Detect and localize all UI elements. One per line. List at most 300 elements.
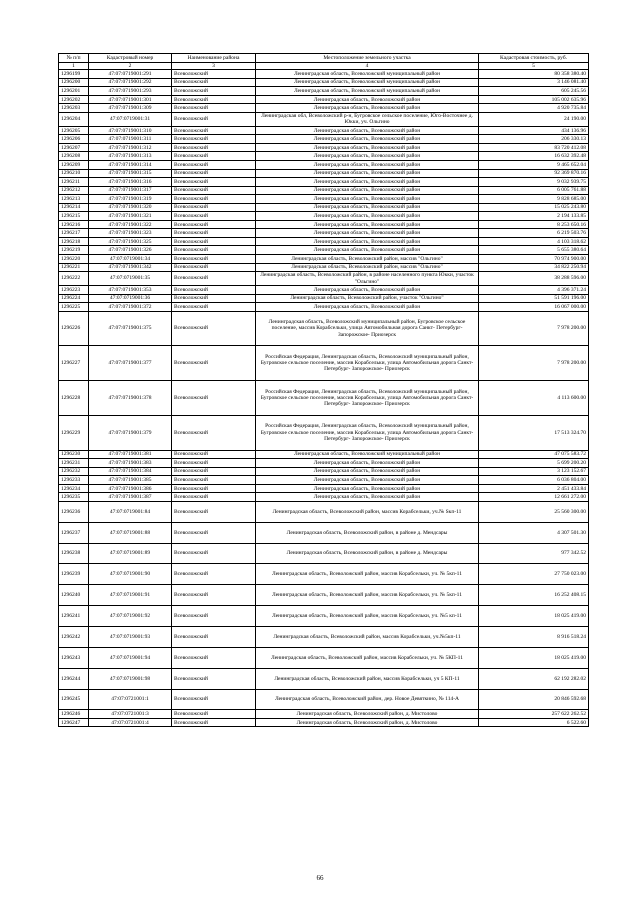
cadastral-number: 47:07:0719001:322 (89, 220, 172, 229)
document-page (58, 53, 588, 727)
land-location: Ленинградская область, Всеволожский район (256, 195, 479, 204)
cadastral-value: 6 005 761.88 (479, 186, 589, 195)
land-location: Ленинградская область, Всеволожский район (256, 493, 479, 502)
table-row (59, 203, 589, 212)
table-row (59, 381, 589, 416)
cadastral-number: 47:07:0719001:381 (89, 450, 172, 459)
cadastral-value: 17 513 324.70 (479, 415, 589, 450)
table-row (59, 501, 589, 522)
cadastral-number: 47:07:0719001:301 (89, 95, 172, 104)
cadastral-number: 47:07:0719001:292 (89, 78, 172, 87)
land-location: Ленинградская область, Всеволожский район (256, 229, 479, 238)
land-location: Ленинградская область, Всеволожский район, массив "Ольгино" (256, 263, 479, 272)
table-row (59, 689, 589, 710)
cadastral-value: 7 978 200.00 (479, 311, 589, 346)
row-number: 1296211 (59, 178, 89, 187)
table-row (59, 78, 589, 87)
cadastral-value: 434 136.96 (479, 126, 589, 135)
table-row (59, 263, 589, 272)
cadastral-number: 47:07:0719001:384 (89, 467, 172, 476)
district-name: Всеволожский (172, 255, 256, 264)
table-row (59, 606, 589, 627)
row-number: 1296235 (59, 493, 89, 502)
row-number: 1296209 (59, 161, 89, 170)
land-location: Ленинградская область, Всеволожский район, в районе д. Мендсары (256, 543, 479, 564)
cadastral-number: 47:07:0719001:36 (89, 294, 172, 303)
cadastral-number: 47:07:0719001:317 (89, 186, 172, 195)
cadastral-number: 47:07:0719001:372 (89, 303, 172, 312)
district-name: Всеволожский (172, 169, 256, 178)
land-location: Ленинградская область, Всеволожский район, д. Мистолово (256, 718, 479, 727)
cadastral-number: 47:07:0719001:313 (89, 152, 172, 161)
table-row (59, 476, 589, 485)
district-name: Всеволожский (172, 70, 256, 79)
land-location: Ленинградская область, Всеволожский район (256, 152, 479, 161)
header-cadastral-number: Кадастровый номер (89, 54, 172, 63)
table-row (59, 522, 589, 543)
district-name: Всеволожский (172, 294, 256, 303)
row-number: 1296212 (59, 186, 89, 195)
cadastral-number: 47:07:0719001:93 (89, 627, 172, 648)
cadastral-value: 5 655 380.64 (479, 246, 589, 255)
cadastral-number: 47:07:0719001:342 (89, 263, 172, 272)
land-location: Ленинградская область, Всеволожский район (256, 220, 479, 229)
cadastral-number: 47:07:0719001:320 (89, 203, 172, 212)
district-name: Всеволожский (172, 585, 256, 606)
table-row (59, 195, 589, 204)
cadastral-value: 105 002 635.96 (479, 95, 589, 104)
table-row (59, 87, 589, 96)
cadastral-value: 12 661 272.00 (479, 493, 589, 502)
cadastral-value: 18 025 419.00 (479, 606, 589, 627)
row-number: 1296215 (59, 212, 89, 221)
cadastral-number: 47:07:0719001:84 (89, 501, 172, 522)
cadastral-value: 18 025 419.00 (479, 647, 589, 668)
row-number: 1296247 (59, 718, 89, 727)
district-name: Всеволожский (172, 668, 256, 689)
row-number: 1296227 (59, 346, 89, 381)
table-row (59, 272, 589, 286)
cadastral-number: 47:07:0719001:291 (89, 70, 172, 79)
cadastral-number: 47:07:0719001:88 (89, 522, 172, 543)
table-row (59, 585, 589, 606)
district-name: Всеволожский (172, 450, 256, 459)
cadastral-value: 2 194 133.85 (479, 212, 589, 221)
row-number: 1296229 (59, 415, 89, 450)
cadastral-number: 47:07:0721001:1 (89, 689, 172, 710)
land-location: Ленинградская область, Всеволожский район (256, 237, 479, 246)
land-location: Ленинградская область, Всеволожский муниципальный район (256, 78, 479, 87)
district-name: Всеволожский (172, 152, 256, 161)
cadastral-value: 34 822 250.94 (479, 263, 589, 272)
land-location: Ленинградская область, Всеволожский район, дер. Новое Девяткино, № 114-А (256, 689, 479, 710)
row-number: 1296218 (59, 237, 89, 246)
column-number: 2 (89, 63, 172, 70)
district-name: Всеволожский (172, 126, 256, 135)
land-location: Ленинградская область, Всеволожский район, в районе д. Мендсары (256, 522, 479, 543)
cadastral-number: 47:07:0719001:375 (89, 311, 172, 346)
row-number: 1296234 (59, 484, 89, 493)
cadastral-number: 47:07:0719001:321 (89, 212, 172, 221)
row-number: 1296231 (59, 459, 89, 468)
cadastral-number: 47:07:0719001:92 (89, 606, 172, 627)
row-number: 1296220 (59, 255, 89, 264)
land-location: Российская Федерация, Ленинградская область, Всеволожский муниципальный район, Бугровское сельское поселение, массив Корабсельки, улица Автомобильная дорога Санкт- Петербург- Запорожское- Приозерск (256, 346, 479, 381)
row-number: 1296238 (59, 543, 89, 564)
cadastral-value: 83 720 412.08 (479, 143, 589, 152)
row-number: 1296199 (59, 70, 89, 79)
district-name: Всеволожский (172, 303, 256, 312)
land-location: Ленинградская область, Всеволожский муниципальный район, Бугровское сельское поселение, массив Корабсельки, улица Автомобильная дорога Санкт- Петербург- Запорожское- Приозерск (256, 311, 479, 346)
cadastral-value: 80 358 380.40 (479, 70, 589, 79)
land-location: Ленинградская область, Всеволожский район, массив "Ольгино" (256, 255, 479, 264)
cadastral-number: 47:07:0719001:90 (89, 564, 172, 585)
district-name: Всеволожский (172, 501, 256, 522)
cadastral-value: 16 067 000.00 (479, 303, 589, 312)
table-header-row (59, 54, 589, 63)
district-name: Всеволожский (172, 459, 256, 468)
cadastral-number: 47:07:0719001:323 (89, 229, 172, 238)
table-row (59, 112, 589, 126)
cadastral-number: 47:07:0719001:377 (89, 346, 172, 381)
row-number: 1296232 (59, 467, 89, 476)
land-location: Ленинградская обл, Всеволожский р-н, Бугровское сельское поселение, Юго-Восточнее д. Юкки, уч. Ольгино (256, 112, 479, 126)
district-name: Всеволожский (172, 647, 256, 668)
cadastral-number: 47:07:0719001:94 (89, 647, 172, 668)
land-location: Ленинградская область, Всеволожский район (256, 95, 479, 104)
land-location: Ленинградская область, Всеволожский район, массив Корабсельки, уч. № 5кп-11 (256, 564, 479, 585)
district-name: Всеволожский (172, 237, 256, 246)
district-name: Всеволожский (172, 476, 256, 485)
table-row (59, 718, 589, 727)
cadastral-value: 25 560 300.00 (479, 501, 589, 522)
cadastral-value: 92 369 870.16 (479, 169, 589, 178)
district-name: Всеволожский (172, 229, 256, 238)
land-location: Ленинградская область, Всеволожский район, массив Корабсельки, уч. № 5КП-11 (256, 647, 479, 668)
row-number: 1296200 (59, 78, 89, 87)
header-cadastral-value: Кадастровая стоимость, руб. (479, 54, 589, 63)
cadastral-value: 206 330.13 (479, 135, 589, 144)
table-row (59, 161, 589, 170)
district-name: Всеволожский (172, 78, 256, 87)
land-location: Ленинградская область, Всеволожский район (256, 467, 479, 476)
district-name: Всеволожский (172, 564, 256, 585)
row-number: 1296203 (59, 104, 89, 113)
cadastral-value: 6 219 503.76 (479, 229, 589, 238)
table-row (59, 668, 589, 689)
row-number: 1296236 (59, 501, 89, 522)
table-row (59, 143, 589, 152)
table-row (59, 710, 589, 719)
land-location: Ленинградская область, Всеволожский район (256, 143, 479, 152)
cadastral-value: 9 032 939.75 (479, 178, 589, 187)
table-row (59, 286, 589, 295)
cadastral-number: 47:07:0719001:325 (89, 237, 172, 246)
district-name: Всеволожский (172, 212, 256, 221)
cadastral-value: 3 146 081.40 (479, 78, 589, 87)
cadastral-value: 9 465 652.04 (479, 161, 589, 170)
land-location: Ленинградская область, Всеволожский район (256, 126, 479, 135)
row-number: 1296225 (59, 303, 89, 312)
row-number: 1296233 (59, 476, 89, 485)
land-location: Ленинградская область, Всеволожский район (256, 169, 479, 178)
row-number: 1296208 (59, 152, 89, 161)
cadastral-value: 605 245.56 (479, 87, 589, 96)
row-number: 1296246 (59, 710, 89, 719)
table-row (59, 135, 589, 144)
page-number: 66 (316, 874, 324, 882)
row-number: 1296245 (59, 689, 89, 710)
cadastral-number: 47:07:0719001:89 (89, 543, 172, 564)
cadastral-number: 47:07:0719001:319 (89, 195, 172, 204)
table-row (59, 564, 589, 585)
row-number: 1296205 (59, 126, 89, 135)
district-name: Всеволожский (172, 710, 256, 719)
table-row (59, 647, 589, 668)
cadastral-value: 3 123 152.67 (479, 467, 589, 476)
cadastral-value: 257 622 262.52 (479, 710, 589, 719)
row-number: 1296214 (59, 203, 89, 212)
table-row (59, 220, 589, 229)
table-row (59, 95, 589, 104)
table-row (59, 346, 589, 381)
table-row (59, 627, 589, 648)
cadastral-value: 4 113 600.00 (479, 381, 589, 416)
cadastral-number: 47:07:0719001:385 (89, 476, 172, 485)
cadastral-number: 47:07:0719001:312 (89, 143, 172, 152)
table-row (59, 104, 589, 113)
cadastral-value: 27 750 023.00 (479, 564, 589, 585)
district-name: Всеволожский (172, 415, 256, 450)
district-name: Всеволожский (172, 311, 256, 346)
table-row (59, 415, 589, 450)
cadastral-number: 47:07:0719001:311 (89, 135, 172, 144)
row-number: 1296230 (59, 450, 89, 459)
land-location: Ленинградская область, Всеволожский район, д. Мистолово (256, 710, 479, 719)
cadastral-value: 38 288 596.00 (479, 272, 589, 286)
table-row (59, 303, 589, 312)
header-district: Наименование района (172, 54, 256, 63)
table-row (59, 169, 589, 178)
land-location: Ленинградская область, Всеволожский район (256, 286, 479, 295)
land-location: Ленинградская область, Всеволожский район (256, 459, 479, 468)
land-location: Ленинградская область, Всеволожский муниципальный район (256, 87, 479, 96)
district-name: Всеволожский (172, 203, 256, 212)
district-name: Всеволожский (172, 627, 256, 648)
cadastral-number: 47:07:0719001:383 (89, 459, 172, 468)
cadastral-number: 47:07:0721001:4 (89, 718, 172, 727)
cadastral-value: 2 451 433.84 (479, 484, 589, 493)
row-number: 1296243 (59, 647, 89, 668)
cadastral-value: 16 252 408.15 (479, 585, 589, 606)
table-row (59, 450, 589, 459)
row-number: 1296217 (59, 229, 89, 238)
row-number: 1296221 (59, 263, 89, 272)
cadastral-number: 47:07:0719001:378 (89, 381, 172, 416)
cadastral-value: 51 591 196.00 (479, 294, 589, 303)
cadastral-value: 4 307 501.30 (479, 522, 589, 543)
table-row (59, 126, 589, 135)
column-number: 5 (479, 63, 589, 70)
land-location: Ленинградская область, Всеволожский район, массив Корабсельки, уч.№ Sкп-11 (256, 501, 479, 522)
land-location: Ленинградская область, Всеволожский район, массив Корабсельки, уч 5 КП-11 (256, 668, 479, 689)
district-name: Всеволожский (172, 286, 256, 295)
cadastral-number: 47:07:0719001:91 (89, 585, 172, 606)
cadastral-value: 5 699 200.20 (479, 459, 589, 468)
row-number: 1296242 (59, 627, 89, 648)
cadastral-number: 47:07:0719001:386 (89, 484, 172, 493)
land-location: Российская Федерация, Ленинградская область, Всеволожский муниципальный район, Бугровское сельское поселение, массив Корабсельки, улица Автомобильная дорога Санкт- Петербург- Запорожское- Приозерск (256, 415, 479, 450)
row-number: 1296228 (59, 381, 89, 416)
cadastral-number: 47:07:0719001:379 (89, 415, 172, 450)
district-name: Всеволожский (172, 522, 256, 543)
row-number: 1296226 (59, 311, 89, 346)
row-number: 1296206 (59, 135, 89, 144)
land-location: Ленинградская область, Всеволожский район (256, 186, 479, 195)
cadastral-value: 4 103 318.62 (479, 237, 589, 246)
row-number: 1296244 (59, 668, 89, 689)
land-location: Ленинградская область, Всеволожский район (256, 484, 479, 493)
cadastral-value: 4 396 371.24 (479, 286, 589, 295)
column-number: 1 (59, 63, 89, 70)
cadastral-value: 20 846 592.68 (479, 689, 589, 710)
land-location: Ленинградская область, Всеволожский район (256, 104, 479, 113)
land-location: Ленинградская область, Всеволожский район (256, 303, 479, 312)
row-number: 1296222 (59, 272, 89, 286)
land-location: Ленинградская область, Всеволожский район, массив Корабсельки, уч. № 5кп-11 (256, 585, 479, 606)
district-name: Всеволожский (172, 178, 256, 187)
land-location: Ленинградская область, Всеволожский район (256, 135, 479, 144)
cadastral-value: 8 253 650.16 (479, 220, 589, 229)
table-row (59, 246, 589, 255)
land-location: Российская Федерация, Ленинградская область, Всеволожский муниципальный район, Бугровское сельское поселение, массив Корабсельки, улица Автомобильная дорога Санкт- Петербург- Запорожское- Приозерск (256, 381, 479, 416)
row-number: 1296224 (59, 294, 89, 303)
cadastral-number: 47:07:0721001:3 (89, 710, 172, 719)
district-name: Всеволожский (172, 161, 256, 170)
table-body (59, 70, 589, 727)
table-row (59, 178, 589, 187)
land-location: Ленинградская область, Всеволожский район, в районе населенного пункта Юкки, участок "Ольгино" (256, 272, 479, 286)
column-number: 3 (172, 63, 256, 70)
cadastral-number: 47:07:0719001:310 (89, 126, 172, 135)
district-name: Всеволожский (172, 493, 256, 502)
cadastral-number: 47:07:0719001:316 (89, 178, 172, 187)
district-name: Всеволожский (172, 263, 256, 272)
table-row (59, 459, 589, 468)
row-number: 1296241 (59, 606, 89, 627)
row-number: 1296216 (59, 220, 89, 229)
land-location: Ленинградская область, Всеволожский район, участок "Ольгино" (256, 294, 479, 303)
cadastral-value-table (58, 53, 589, 727)
row-number: 1296201 (59, 87, 89, 96)
district-name: Всеволожский (172, 689, 256, 710)
land-location: Ленинградская область, Всеволожский район, массив Корабсельки, уч. №5 кп-11 (256, 606, 479, 627)
table-row (59, 186, 589, 195)
cadastral-value: 6 522.60 (479, 718, 589, 727)
cadastral-number: 47:07:0719001:309 (89, 104, 172, 113)
district-name: Всеволожский (172, 112, 256, 126)
district-name: Всеволожский (172, 195, 256, 204)
row-number: 1296239 (59, 564, 89, 585)
land-location: Ленинградская область, Всеволожский район, массив Корабсельки, уч.№5кп-11 (256, 627, 479, 648)
table-row (59, 70, 589, 79)
header-location: Местоположение земельного участка (256, 54, 479, 63)
cadastral-number: 47:07:0719001:31 (89, 112, 172, 126)
row-number: 1296219 (59, 246, 89, 255)
land-location: Ленинградская область, Всеволожский муниципальный район (256, 70, 479, 79)
cadastral-number: 47:07:0719001:387 (89, 493, 172, 502)
cadastral-value: 47 075 583.72 (479, 450, 589, 459)
district-name: Всеволожский (172, 381, 256, 416)
cadastral-value: 62 192 282.02 (479, 668, 589, 689)
row-number: 1296202 (59, 95, 89, 104)
land-location: Ленинградская область, Всеволожский муниципальный район (256, 450, 479, 459)
land-location: Ленинградская область, Всеволожский район (256, 161, 479, 170)
row-number: 1296223 (59, 286, 89, 295)
cadastral-value: 9 828 685.00 (479, 195, 589, 204)
cadastral-value: 15 025 243.80 (479, 203, 589, 212)
district-name: Всеволожский (172, 246, 256, 255)
cadastral-value: 977 342.52 (479, 543, 589, 564)
district-name: Всеволожский (172, 543, 256, 564)
cadastral-value: 16 632 392.48 (479, 152, 589, 161)
cadastral-value: 7 978 200.00 (479, 346, 589, 381)
cadastral-value: 8 916 518.24 (479, 627, 589, 648)
column-number: 4 (256, 63, 479, 70)
cadastral-number: 47:07:0719001:293 (89, 87, 172, 96)
row-number: 1296204 (59, 112, 89, 126)
cadastral-number: 47:07:0719001:326 (89, 246, 172, 255)
land-location: Ленинградская область, Всеволожский район (256, 246, 479, 255)
table-row (59, 467, 589, 476)
column-numbers-row (59, 63, 589, 70)
header-number: № п/п (59, 54, 89, 63)
district-name: Всеволожский (172, 87, 256, 96)
district-name: Всеволожский (172, 143, 256, 152)
table-row (59, 255, 589, 264)
cadastral-number: 47:07:0719001:35 (89, 272, 172, 286)
district-name: Всеволожский (172, 104, 256, 113)
district-name: Всеволожский (172, 346, 256, 381)
cadastral-number: 47:07:0719001:98 (89, 668, 172, 689)
district-name: Всеволожский (172, 272, 256, 286)
cadastral-value: 4 920 735.84 (479, 104, 589, 113)
land-location: Ленинградская область, Всеволожский район (256, 212, 479, 221)
row-number: 1296210 (59, 169, 89, 178)
table-row (59, 212, 589, 221)
land-location: Ленинградская область, Всеволожский район (256, 476, 479, 485)
row-number: 1296237 (59, 522, 89, 543)
land-location: Ленинградская область, Всеволожский район (256, 203, 479, 212)
district-name: Всеволожский (172, 484, 256, 493)
table-row (59, 294, 589, 303)
cadastral-number: 47:07:0719001:353 (89, 286, 172, 295)
row-number: 1296207 (59, 143, 89, 152)
table-row (59, 493, 589, 502)
land-location: Ленинградская область, Всеволожский район (256, 178, 479, 187)
table-row (59, 543, 589, 564)
district-name: Всеволожский (172, 220, 256, 229)
table-row (59, 237, 589, 246)
table-row (59, 229, 589, 238)
table-row (59, 152, 589, 161)
cadastral-value: 70 974 900.00 (479, 255, 589, 264)
table-row (59, 311, 589, 346)
cadastral-number: 47:07:0719001:314 (89, 161, 172, 170)
table-row (59, 484, 589, 493)
cadastral-value: 6 036 804.00 (479, 476, 589, 485)
cadastral-value: 24 190.00 (479, 112, 589, 126)
